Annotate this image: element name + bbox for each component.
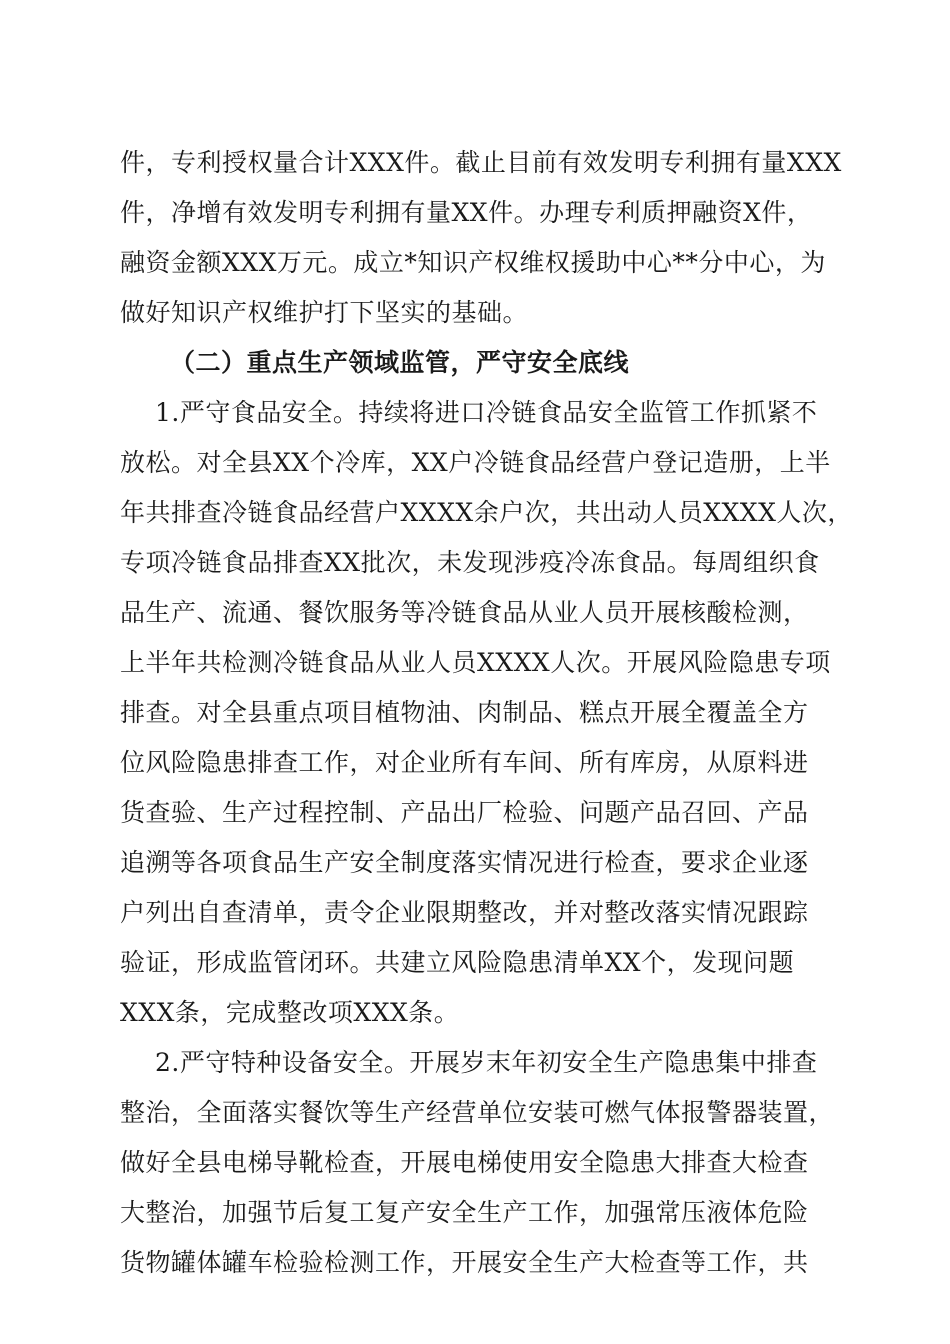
paragraph-line: XXX条，完成整改项XXX条。 (120, 998, 460, 1027)
paragraph-line: 放松。对全县XX个冷库，XX户冷链食品经营户登记造册，上半 (120, 448, 831, 477)
paragraph-line: 大整治，加强节后复工复产安全生产工作，加强常压液体危险 (120, 1198, 809, 1227)
paragraph-line: 件，专利授权量合计XXX件。截止目前有效发明专利拥有量XXX (120, 148, 842, 177)
paragraph-line: 做好知识产权维护打下坚实的基础。 (120, 298, 529, 327)
paragraph-line: 排查。对全县重点项目植物油、肉制品、糕点开展全覆盖全方 (120, 698, 809, 727)
paragraph-line: 货查验、生产过程控制、产品出厂检验、问题产品召回、产品 (120, 798, 809, 827)
paragraph-line: 品生产、流通、餐饮服务等冷链食品从业人员开展核酸检测， (120, 598, 809, 627)
paragraph-line: 货物罐体罐车检验检测工作，开展安全生产大检查等工作，共 (120, 1248, 809, 1277)
paragraph-line: 1.严守食品安全。持续将进口冷链食品安全监管工作抓紧不 (155, 398, 818, 427)
paragraph-line: 2.严守特种设备安全。开展岁末年初安全生产隐患集中排查 (155, 1048, 818, 1077)
paragraph-line: 做好全县电梯导靴检查，开展电梯使用安全隐患大排查大检查 (120, 1148, 809, 1177)
paragraph-line: 融资金额XXX万元。成立*知识产权维权援助中心**分中心，为 (120, 248, 826, 277)
paragraph-line: 整治，全面落实餐饮等生产经营单位安装可燃气体报警器装置， (120, 1098, 835, 1127)
paragraph-line: 位风险隐患排查工作，对企业所有车间、所有库房，从原料进 (120, 748, 809, 777)
section-heading: （二）重点生产领域监管，严守安全底线 (170, 348, 630, 377)
paragraph-line: 专项冷链食品排查XX批次，未发现涉疫冷冻食品。每周组织食 (120, 548, 820, 577)
paragraph-line: 户列出自查清单，责令企业限期整改，并对整改落实情况跟踪 (120, 898, 809, 927)
paragraph-line: 年共排查冷链食品经营户XXXX余户次，共出动人员XXXX人次， (120, 498, 853, 527)
paragraph-line: 上半年共检测冷链食品从业人员XXXX人次。开展风险隐患专项 (120, 648, 831, 677)
paragraph-line: 验证，形成监管闭环。共建立风险隐患清单XX个，发现问题 (120, 948, 795, 977)
paragraph-line: 追溯等各项食品生产安全制度落实情况进行检查，要求企业逐 (120, 848, 809, 877)
paragraph-line: 件，净增有效发明专利拥有量XX件。办理专利质押融资X件， (120, 198, 813, 227)
